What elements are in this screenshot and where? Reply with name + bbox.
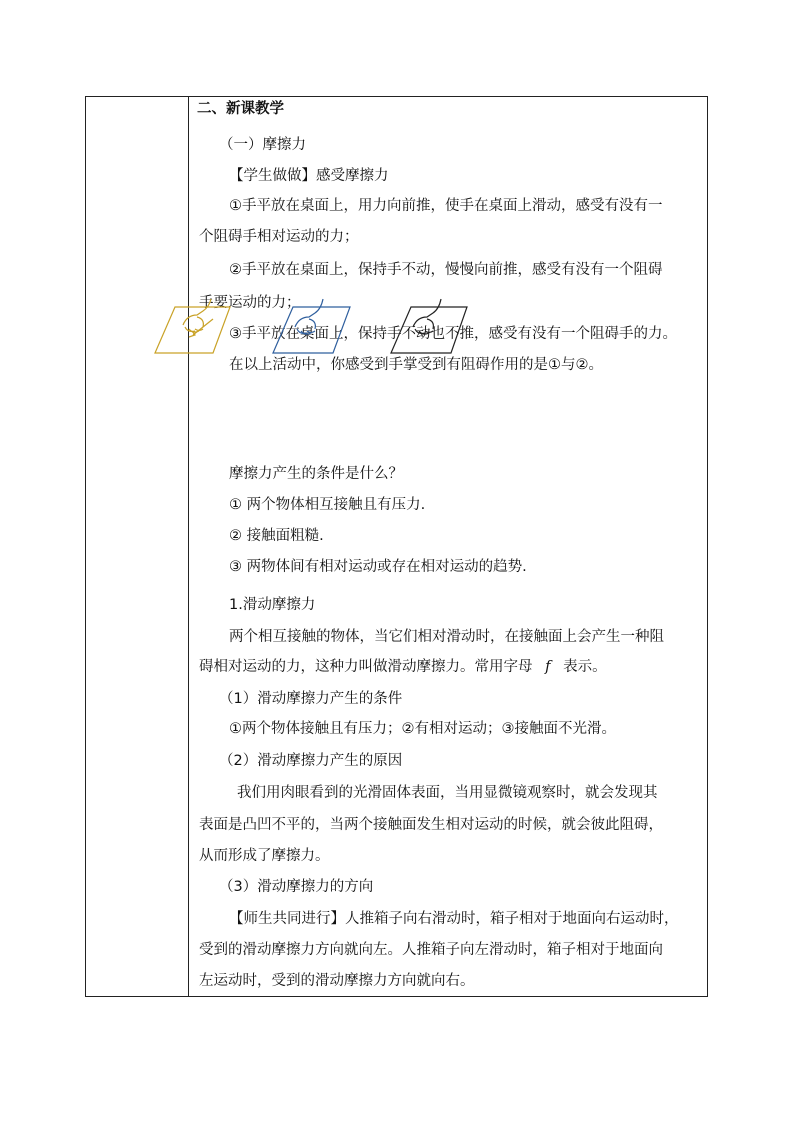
sub-cause-title: （2）滑动摩擦力产生的原因 [219,753,403,769]
gold-hand-figure [155,299,230,353]
sub-conditions-text: ①两个物体接触且有压力；②有相对运动；③接触面不光滑。 [229,721,616,737]
sub-cause-line2: 表面是凸凹不平的，当两个接触面发生相对运动的时候，就会彼此阻碍， [199,817,663,833]
lesson-table [85,96,708,997]
sub-conditions-title: （1）滑动摩擦力产生的条件 [219,691,403,707]
sub-direction-line2: 受到的滑动摩擦力方向就向左。人推箱子向左滑动时，箱子相对于地面向 [199,942,663,958]
sub-direction-line1: 【师生共同进行】人推箱子向右滑动时，箱子相对于地面向右运动时， [229,911,679,927]
step3-line: ③手平放在桌面上，保持手不动也不推，感受有没有一个阻碍手的力。 [229,326,677,342]
sub-direction-title: （3）滑动摩擦力的方向 [219,879,374,895]
step1-line1: ①手平放在桌面上，用力向前推，使手在桌面上滑动，感受有没有一 [229,198,663,214]
sliding-def-line1: 两个相互接触的物体，当它们相对滑动时，在接触面上会产生一种阻 [229,629,664,645]
subheading-friction: （一）摩擦力 [219,137,306,153]
sliding-def-line2 [199,657,607,677]
step1-line2: 个阻碍手相对运动的力； [199,229,359,245]
sliding-title: 1.滑动摩擦力 [229,597,316,613]
friction-symbol: f [545,659,551,675]
step2-line2: 手要运动的力； [199,295,301,311]
condition-2: ② 接触面粗糙. [229,528,324,544]
sliding-def-text1: 碍相对运动的力，这种力叫做滑动摩擦力。常用字母 [199,659,533,675]
activity-title: 【学生做做】感受摩擦力 [229,168,389,184]
sub-cause-line1: 我们用肉眼看到的光滑固体表面，当用显微镜观察时，就会发现其 [237,785,658,801]
left-column [86,97,189,996]
hand-illustrations [145,295,475,355]
step2-line1: ②手平放在桌面上，保持手不动，慢慢向前推，感受有没有一个阻碍 [229,262,663,278]
sub-direction-line3: 左运动时，受到的滑动摩擦力方向就向右。 [199,973,475,989]
sub-cause-line3: 从而形成了摩擦力。 [199,848,330,864]
condition-3: ③ 两物体间有相对运动或存在相对运动的趋势. [229,559,527,575]
right-column [189,97,707,996]
question-line: 摩擦力产生的条件是什么？ [229,466,403,482]
section-heading: 二、新课教学 [197,101,284,117]
condition-1: ① 两个物体相互接触且有压力. [229,497,426,513]
sliding-def-text2: 表示。 [563,659,607,675]
conclusion-line: 在以上活动中，你感受到手掌受到有阻碍作用的是①与②。 [229,357,603,373]
black-hand-figure [391,299,467,353]
blue-hand-figure [273,299,350,353]
